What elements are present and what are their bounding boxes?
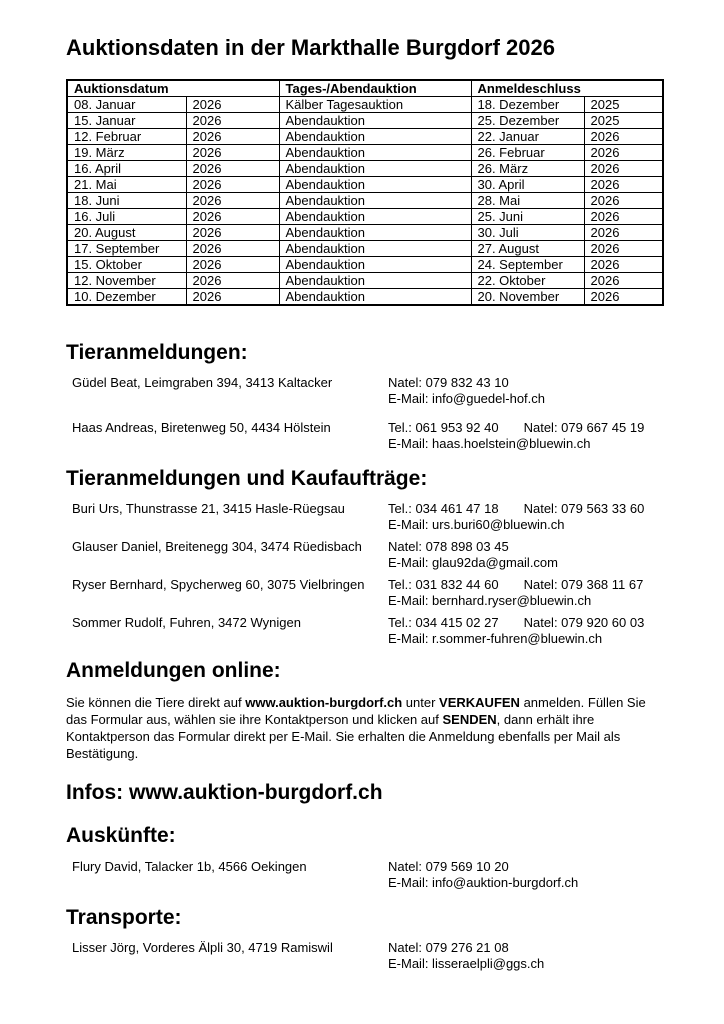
auction-date: 08. Januar <box>67 97 186 113</box>
table-row <box>67 193 663 209</box>
table-row <box>67 97 663 113</box>
auction-date: 16. Juli <box>67 209 186 225</box>
contact-row <box>66 420 668 451</box>
header-anmeldeschluss: Anmeldeschluss <box>471 80 663 97</box>
phone-primary: Natel: 079 276 21 08 <box>388 940 509 955</box>
table-row <box>67 129 663 145</box>
contact-name: Haas Andreas, Biretenweg 50, 4434 Hölstein <box>72 420 331 435</box>
phone-primary: Natel: 079 569 10 20 <box>388 859 509 874</box>
phone-primary: Tel.: 034 461 47 18 <box>388 501 499 516</box>
table-row <box>67 289 663 306</box>
online-paragraph <box>66 694 658 762</box>
deadline-year: 2026 <box>584 289 663 306</box>
paragraph-bold-verkaufen: VERKAUFEN <box>439 695 520 710</box>
auction-year: 2026 <box>186 209 279 225</box>
table-row <box>67 225 663 241</box>
auction-date: 17. September <box>67 241 186 257</box>
auction-type: Abendauktion <box>279 225 471 241</box>
contact-phones <box>388 615 668 631</box>
deadline-year: 2026 <box>584 177 663 193</box>
contact-email: E-Mail: haas.hoelstein@bluewin.ch <box>388 435 591 451</box>
contact-name: Ryser Bernhard, Spycherweg 60, 3075 Vielbringen <box>72 577 365 592</box>
phone-secondary: Natel: 079 920 60 03 <box>523 615 645 630</box>
phone-primary: Tel.: 061 953 92 40 <box>388 420 499 435</box>
contact-name: Buri Urs, Thunstrasse 21, 3415 Hasle-Rüegsau <box>72 501 345 516</box>
section-heading-anmeldungen-online: Anmeldungen online: <box>66 659 281 682</box>
contact-details <box>388 539 668 570</box>
auction-year: 2026 <box>186 225 279 241</box>
paragraph-bold-url: www.auktion-burgdorf.ch <box>245 695 403 710</box>
deadline-date: 25. Dezember <box>471 113 584 129</box>
deadline-date: 18. Dezember <box>471 97 584 113</box>
auction-type: Abendauktion <box>279 209 471 225</box>
contact-email: E-Mail: info@auktion-burgdorf.ch <box>388 874 579 890</box>
contact-email: E-Mail: lisseraelpli@ggs.ch <box>388 955 545 971</box>
deadline-year: 2026 <box>584 193 663 209</box>
deadline-year: 2026 <box>584 129 663 145</box>
auction-year: 2026 <box>186 257 279 273</box>
deadline-date: 30. April <box>471 177 584 193</box>
paragraph-text: unter <box>402 695 440 710</box>
auction-year: 2026 <box>186 273 279 289</box>
deadline-year: 2026 <box>584 225 663 241</box>
auction-type: Abendauktion <box>279 241 471 257</box>
contact-row <box>66 940 668 971</box>
contact-phones <box>388 577 668 593</box>
contact-name: Sommer Rudolf, Fuhren, 3472 Wynigen <box>72 615 301 630</box>
auction-date: 16. April <box>67 161 186 177</box>
contact-details <box>388 615 668 646</box>
page-title: Auktionsdaten in der Markthalle Burgdorf 2026 <box>66 35 555 60</box>
phone-secondary: Natel: 079 368 11 67 <box>523 577 644 592</box>
contact-row <box>66 375 668 406</box>
auction-year: 2026 <box>186 177 279 193</box>
deadline-year: 2025 <box>584 97 663 113</box>
contact-row <box>66 539 668 570</box>
table-row <box>67 177 663 193</box>
auction-year: 2026 <box>186 241 279 257</box>
contact-name: Flury David, Talacker 1b, 4566 Oekingen <box>72 859 307 874</box>
auction-date: 15. Oktober <box>67 257 186 273</box>
auction-year: 2026 <box>186 289 279 306</box>
auction-date: 18. Juni <box>67 193 186 209</box>
deadline-year: 2026 <box>584 241 663 257</box>
deadline-date: 25. Juni <box>471 209 584 225</box>
deadline-date: 27. August <box>471 241 584 257</box>
contact-phones <box>388 859 668 875</box>
table-row <box>67 209 663 225</box>
auction-date: 15. Januar <box>67 113 186 129</box>
deadline-date: 30. Juli <box>471 225 584 241</box>
paragraph-text: anmelden. Füllen Sie das Formular aus, wählen sie ihre Kontaktperson und klicken auf <box>66 695 646 727</box>
auction-year: 2026 <box>186 113 279 129</box>
infos-heading: Infos: www.auktion-burgdorf.ch <box>66 781 383 804</box>
deadline-year: 2026 <box>584 161 663 177</box>
paragraph-text: , dann erhält ihre Kontaktperson das Formular direkt per E-Mail. Sie erhalten die Anmeldung ebenfalls per Mail als Bestätigung. <box>66 712 621 761</box>
deadline-date: 26. Februar <box>471 145 584 161</box>
deadline-date: 22. Januar <box>471 129 584 145</box>
section-heading-tieranmeldungen: Tieranmeldungen: <box>66 341 248 364</box>
deadline-year: 2026 <box>584 273 663 289</box>
contact-phones <box>388 420 668 436</box>
auction-date: 19. März <box>67 145 186 161</box>
contact-details <box>388 375 668 406</box>
auction-date: 21. Mai <box>67 177 186 193</box>
contact-row <box>66 859 668 890</box>
phone-primary: Tel.: 034 415 02 27 <box>388 615 499 630</box>
auction-table <box>66 79 664 306</box>
contact-email: E-Mail: urs.buri60@bluewin.ch <box>388 516 565 532</box>
header-auktionsdatum: Auktionsdatum <box>67 80 279 97</box>
deadline-date: 20. November <box>471 289 584 306</box>
auction-type: Abendauktion <box>279 145 471 161</box>
auction-year: 2026 <box>186 145 279 161</box>
table-row <box>67 161 663 177</box>
contact-row <box>66 577 668 608</box>
auction-type: Abendauktion <box>279 177 471 193</box>
phone-secondary: Natel: 079 667 45 19 <box>523 420 645 435</box>
auction-date: 20. August <box>67 225 186 241</box>
paragraph-text: Sie können die Tiere direkt auf <box>66 695 246 710</box>
auction-year: 2026 <box>186 129 279 145</box>
deadline-year: 2025 <box>584 113 663 129</box>
contact-name: Glauser Daniel, Breitenegg 304, 3474 Rüedisbach <box>72 539 362 554</box>
auction-type: Abendauktion <box>279 113 471 129</box>
contact-phones <box>388 375 668 391</box>
auction-year: 2026 <box>186 97 279 113</box>
auction-date: 12. Februar <box>67 129 186 145</box>
auction-type: Kälber Tagesauktion <box>279 97 471 113</box>
contact-phones <box>388 539 668 555</box>
deadline-year: 2026 <box>584 209 663 225</box>
contact-email: E-Mail: r.sommer-fuhren@bluewin.ch <box>388 630 603 646</box>
table-row <box>67 257 663 273</box>
contact-details <box>388 420 668 451</box>
table-row <box>67 145 663 161</box>
auction-type: Abendauktion <box>279 129 471 145</box>
contact-email: E-Mail: bernhard.ryser@bluewin.ch <box>388 592 592 608</box>
section-heading-auskuenfte: Auskünfte: <box>66 824 176 847</box>
contact-row <box>66 501 668 532</box>
deadline-date: 26. März <box>471 161 584 177</box>
contact-details <box>388 577 668 608</box>
auction-type: Abendauktion <box>279 273 471 289</box>
contact-details <box>388 859 668 890</box>
contact-phones <box>388 501 668 517</box>
phone-secondary: Natel: 079 563 33 60 <box>523 501 645 516</box>
contact-row <box>66 615 668 646</box>
auction-type: Abendauktion <box>279 193 471 209</box>
contact-details <box>388 940 668 971</box>
deadline-year: 2026 <box>584 145 663 161</box>
phone-primary: Natel: 078 898 03 45 <box>388 539 509 554</box>
table-row <box>67 113 663 129</box>
contact-name: Lisser Jörg, Vorderes Älpli 30, 4719 Ramiswil <box>72 940 333 955</box>
contact-phones <box>388 940 668 956</box>
section-heading-transporte: Transporte: <box>66 906 182 929</box>
deadline-year: 2026 <box>584 257 663 273</box>
deadline-date: 24. September <box>471 257 584 273</box>
section-heading-kaufauftraege: Tieranmeldungen und Kaufaufträge: <box>66 467 428 490</box>
auction-type: Abendauktion <box>279 289 471 306</box>
contact-name: Güdel Beat, Leimgraben 394, 3413 Kaltacker <box>72 375 333 390</box>
auction-type: Abendauktion <box>279 161 471 177</box>
table-row <box>67 273 663 289</box>
table-row <box>67 241 663 257</box>
phone-primary: Natel: 079 832 43 10 <box>388 375 509 390</box>
auction-date: 12. November <box>67 273 186 289</box>
phone-primary: Tel.: 031 832 44 60 <box>388 577 499 592</box>
contact-email: E-Mail: info@guedel-hof.ch <box>388 390 545 406</box>
auction-year: 2026 <box>186 161 279 177</box>
auction-year: 2026 <box>186 193 279 209</box>
contact-email: E-Mail: glau92da@gmail.com <box>388 554 558 570</box>
auction-date: 10. Dezember <box>67 289 186 306</box>
table-header-row <box>67 80 663 97</box>
deadline-date: 28. Mai <box>471 193 584 209</box>
contact-details <box>388 501 668 532</box>
header-tages-abendauktion: Tages-/Abendauktion <box>279 80 471 97</box>
auction-type: Abendauktion <box>279 257 471 273</box>
paragraph-bold-senden: SENDEN <box>442 712 497 727</box>
deadline-date: 22. Oktober <box>471 273 584 289</box>
